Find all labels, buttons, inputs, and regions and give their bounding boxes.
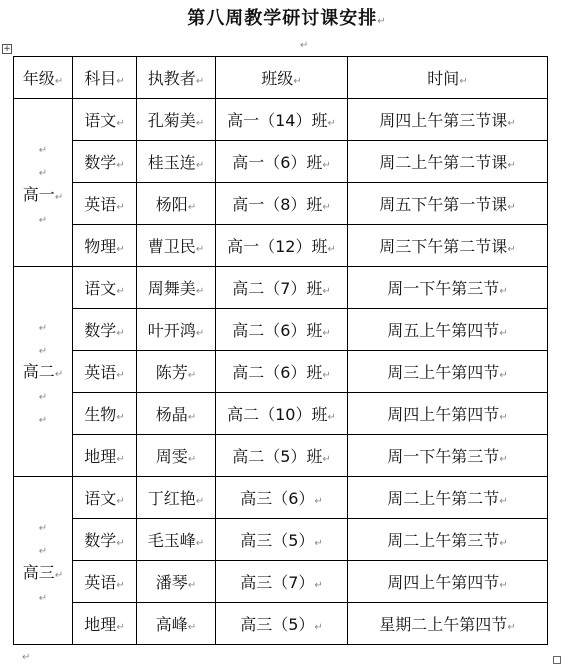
subject-cell-text: 英语 (84, 363, 117, 382)
grade-text: 高一 (22, 184, 55, 204)
paragraph-mark-line (14, 159, 72, 182)
cell-end-mark-icon: ↵ (187, 454, 197, 465)
teacher-cell (137, 603, 216, 645)
class-cell (216, 393, 348, 435)
cell-end-mark-icon: ↵ (187, 412, 197, 423)
table-row (14, 267, 548, 309)
cell-end-mark-icon: ↵ (507, 118, 516, 129)
class-cell (216, 519, 348, 561)
cell-end-mark-icon: ↵ (499, 286, 508, 297)
teacher-cell-text: 杨阳 (155, 195, 188, 214)
grade-cell (14, 267, 73, 477)
header-time (348, 57, 548, 99)
time-cell-text: 周五上午第四节 (387, 321, 500, 340)
cell-end-mark-icon: ↵ (314, 538, 323, 549)
class-cell (216, 141, 348, 183)
table-row (14, 393, 548, 435)
subject-cell-text: 地理 (84, 447, 117, 466)
paragraph-mark-icon: ↵ (38, 214, 48, 226)
time-cell (348, 519, 548, 561)
header-grade-text: 年级 (22, 69, 55, 88)
cell-end-mark-icon: ↵ (116, 244, 125, 255)
time-cell-text: 周四上午第三节课 (379, 111, 508, 130)
class-cell-text: 高二（7）班 (232, 279, 323, 298)
cell-end-mark-icon: ↵ (116, 286, 125, 297)
table-row (14, 351, 548, 393)
class-cell-text: 高二（6）班 (232, 363, 323, 382)
table-row (14, 141, 548, 183)
subject-cell-text: 生物 (84, 405, 117, 424)
cell-end-mark-icon: ↵ (327, 118, 336, 129)
cell-end-mark-icon: ↵ (116, 370, 125, 381)
paragraph-mark-line (14, 337, 72, 360)
grade-label (14, 360, 72, 383)
subject-cell-text: 物理 (84, 237, 117, 256)
header-teacher-text: 执教者 (147, 69, 196, 88)
subject-cell (73, 141, 137, 183)
teacher-cell (137, 183, 216, 225)
teacher-cell-text: 杨晶 (155, 405, 188, 424)
cell-end-mark-icon: ↵ (322, 286, 331, 297)
paragraph-mark-icon: ↵ (38, 546, 48, 558)
subject-cell (73, 519, 137, 561)
class-cell-text: 高一（6）班 (232, 153, 323, 172)
subject-cell (73, 393, 137, 435)
class-cell-text: 高一（14）班 (227, 111, 328, 130)
cell-end-mark-icon: ↵ (116, 496, 125, 507)
paragraph-mark-icon: ↵ (38, 345, 48, 357)
cell-end-mark-icon: ↵ (322, 202, 331, 213)
class-cell-text: 高一（8）班 (232, 195, 323, 214)
time-cell-text: 周五下午第一节课 (379, 195, 508, 214)
subject-cell (73, 351, 137, 393)
cell-end-mark-icon: ↵ (195, 496, 205, 507)
paragraph-mark-icon: ↵ (38, 168, 48, 180)
cell-end-mark-icon: ↵ (116, 76, 125, 87)
teacher-cell-text: 丁红艳 (147, 489, 196, 508)
time-cell (348, 477, 548, 519)
time-cell-text: 周一下午第三节 (387, 447, 500, 466)
class-cell-text: 高三（5） (240, 531, 315, 550)
table-row (14, 183, 548, 225)
paragraph-mark-line (14, 584, 72, 607)
teacher-cell-text: 毛玉峰 (147, 531, 196, 550)
subject-cell (73, 477, 137, 519)
subject-cell-text: 语文 (84, 279, 117, 298)
teacher-cell-text: 桂玉连 (147, 153, 196, 172)
subject-cell (73, 603, 137, 645)
time-cell (348, 267, 548, 309)
cell-end-mark-icon: ↵ (195, 538, 205, 549)
teacher-cell (137, 99, 216, 141)
time-cell (348, 309, 548, 351)
time-cell-text: 周一下午第三节 (387, 279, 500, 298)
teacher-cell-text: 陈芳 (155, 363, 188, 382)
time-cell (348, 393, 548, 435)
class-cell (216, 351, 348, 393)
cell-end-mark-icon: ↵ (116, 160, 125, 171)
cell-end-mark-icon: ↵ (499, 328, 508, 339)
table-row (14, 561, 548, 603)
teacher-cell-text: 曹卫民 (147, 237, 196, 256)
table-row (14, 519, 548, 561)
teacher-cell (137, 435, 216, 477)
subject-cell-text: 数学 (84, 531, 117, 550)
time-cell-text: 周二上午第二节课 (379, 153, 508, 172)
cell-end-mark-icon: ↵ (322, 160, 331, 171)
cell-end-mark-icon: ↵ (322, 328, 331, 339)
cell-end-mark-icon: ↵ (116, 622, 125, 633)
cell-end-mark-icon: ↵ (314, 622, 323, 633)
time-cell-text: 周二上午第二节 (387, 489, 500, 508)
cell-end-mark-icon: ↵ (195, 76, 205, 87)
teacher-cell (137, 267, 216, 309)
teacher-cell-text: 周雯 (155, 447, 188, 466)
cell-end-mark-icon: ↵ (507, 160, 516, 171)
table-resize-handle-icon[interactable] (553, 656, 561, 664)
grade-cell (14, 99, 73, 267)
table-row (14, 225, 548, 267)
header-subject (73, 57, 137, 99)
cell-end-mark-icon: ↵ (507, 622, 516, 633)
class-cell (216, 309, 348, 351)
table-row (14, 477, 548, 519)
paragraph-mark-icon: ↵ (38, 523, 48, 535)
paragraph-mark-line (14, 136, 72, 159)
paragraph-mark-line (14, 406, 72, 429)
subject-cell-text: 英语 (84, 195, 117, 214)
time-cell-text: 周三下午第二节课 (379, 237, 508, 256)
cell-end-mark-icon: ↵ (293, 76, 302, 87)
cell-end-mark-icon: ↵ (322, 370, 331, 381)
paragraph-mark-line (14, 206, 72, 229)
class-cell-text: 高三（7） (240, 573, 315, 592)
teacher-cell (137, 519, 216, 561)
grade-text: 高三 (22, 562, 55, 582)
class-cell (216, 561, 348, 603)
cell-end-mark-icon: ↵ (195, 118, 205, 129)
cell-end-mark-icon: ↵ (116, 538, 125, 549)
cell-end-mark-icon: ↵ (195, 286, 205, 297)
cell-end-mark-icon: ↵ (116, 454, 125, 465)
class-cell (216, 225, 348, 267)
teacher-cell (137, 393, 216, 435)
subject-cell-text: 语文 (84, 111, 117, 130)
cell-end-mark-icon: ↵ (187, 580, 197, 591)
time-cell-text: 周二上午第三节 (387, 531, 500, 550)
class-cell (216, 183, 348, 225)
class-cell-text: 高二（5）班 (232, 447, 323, 466)
class-cell (216, 477, 348, 519)
cell-end-mark-icon: ↵ (499, 580, 508, 591)
cell-end-mark-icon: ↵ (499, 454, 508, 465)
cell-end-mark-icon: ↵ (314, 496, 323, 507)
table-row (14, 99, 548, 141)
class-cell-text: 高三（5） (240, 615, 315, 634)
cell-end-mark-icon: ↵ (187, 202, 197, 213)
paragraph-mark-icon: ↵ (38, 392, 48, 404)
teacher-cell-text: 叶开鸿 (147, 321, 196, 340)
teacher-cell (137, 477, 216, 519)
time-cell (348, 141, 548, 183)
paragraph-mark-line (14, 383, 72, 406)
paragraph-mark-line (14, 514, 72, 537)
subject-cell-text: 地理 (84, 615, 117, 634)
document-title (0, 4, 574, 30)
time-cell (348, 435, 548, 477)
table-row (14, 309, 548, 351)
cell-end-mark-icon: ↵ (499, 538, 508, 549)
cell-end-mark-icon: ↵ (116, 202, 125, 213)
time-cell-text: 周四上午第四节 (387, 573, 500, 592)
paragraph-mark-icon: ↵ (38, 592, 48, 604)
cell-end-mark-icon: ↵ (507, 244, 516, 255)
cell-end-mark-icon: ↵ (195, 160, 205, 171)
paragraph-mark-icon: ↵ (38, 415, 48, 427)
paragraph-mark-line (14, 537, 72, 560)
subject-cell (73, 561, 137, 603)
cell-end-mark-icon: ↵ (187, 370, 197, 381)
class-cell (216, 267, 348, 309)
schedule-table (13, 56, 548, 645)
cell-end-mark-icon: ↵ (314, 580, 323, 591)
cell-end-mark-icon: ↵ (195, 328, 205, 339)
paragraph-mark-icon: ↵ (54, 368, 64, 380)
paragraph-mark-icon: ↵ (300, 40, 309, 51)
title-text: 第八周教学研讨课安排 (187, 8, 378, 29)
time-cell (348, 183, 548, 225)
paragraph-mark-icon: ↵ (38, 145, 48, 157)
teacher-cell (137, 351, 216, 393)
table-row (14, 435, 548, 477)
class-cell-text: 高二（6）班 (232, 321, 323, 340)
cell-end-mark-icon: ↵ (322, 454, 331, 465)
class-cell-text: 高三（6） (240, 489, 315, 508)
grade-text: 高二 (22, 361, 55, 381)
cell-end-mark-icon: ↵ (499, 412, 508, 423)
time-cell (348, 99, 548, 141)
grade-label (14, 561, 72, 584)
subject-cell-text: 英语 (84, 573, 117, 592)
subject-cell-text: 语文 (84, 489, 117, 508)
teacher-cell (137, 141, 216, 183)
cell-end-mark-icon: ↵ (116, 328, 125, 339)
teacher-cell-text: 潘琴 (155, 573, 188, 592)
cell-end-mark-icon: ↵ (499, 370, 508, 381)
cell-end-mark-icon: ↵ (327, 412, 336, 423)
cell-end-mark-icon: ↵ (116, 118, 125, 129)
table-header-row (14, 57, 548, 99)
subject-cell (73, 309, 137, 351)
class-cell (216, 603, 348, 645)
header-class (216, 57, 348, 99)
cell-end-mark-icon: ↵ (459, 76, 468, 87)
teacher-cell (137, 561, 216, 603)
class-cell-text: 高二（10）班 (227, 405, 328, 424)
paragraph-mark-icon: ↵ (54, 569, 64, 581)
teacher-cell-text: 高峰 (155, 615, 188, 634)
time-cell-text: 周四上午第四节 (387, 405, 500, 424)
class-cell (216, 99, 348, 141)
time-cell (348, 351, 548, 393)
cell-end-mark-icon: ↵ (116, 580, 125, 591)
time-cell-text: 周三上午第四节 (387, 363, 500, 382)
header-grade (14, 57, 73, 99)
paragraph-mark-icon: ↵ (377, 16, 387, 27)
paragraph-mark-icon: ↵ (38, 322, 48, 334)
subject-cell (73, 225, 137, 267)
cell-end-mark-icon: ↵ (116, 412, 125, 423)
subject-cell (73, 99, 137, 141)
subject-cell (73, 435, 137, 477)
cell-end-mark-icon: ↵ (507, 202, 516, 213)
grade-cell (14, 477, 73, 645)
subject-cell (73, 183, 137, 225)
time-cell (348, 603, 548, 645)
header-time-text: 时间 (427, 69, 460, 88)
paragraph-mark-line (14, 314, 72, 337)
subject-cell (73, 267, 137, 309)
teacher-cell (137, 225, 216, 267)
teacher-cell-text: 孔菊美 (147, 111, 196, 130)
paragraph-mark-icon: ↵ (54, 191, 64, 203)
cell-end-mark-icon: ↵ (195, 244, 205, 255)
teacher-cell (137, 309, 216, 351)
class-cell (216, 435, 348, 477)
header-teacher (137, 57, 216, 99)
header-subject-text: 科目 (84, 69, 117, 88)
cell-end-mark-icon: ↵ (327, 244, 336, 255)
class-cell-text: 高一（12）班 (227, 237, 328, 256)
table-move-handle-icon[interactable]: + (3, 44, 11, 54)
paragraph-mark-icon: ↵ (22, 652, 31, 663)
cell-end-mark-icon: ↵ (499, 496, 508, 507)
header-class-text: 班级 (261, 69, 294, 88)
cell-end-mark-icon: ↵ (187, 622, 197, 633)
subject-cell-text: 数学 (84, 153, 117, 172)
cell-end-mark-icon: ↵ (54, 76, 64, 87)
grade-label (14, 183, 72, 206)
time-cell (348, 225, 548, 267)
time-cell-text: 星期二上午第四节 (379, 615, 508, 634)
table-row (14, 603, 548, 645)
subject-cell-text: 数学 (84, 321, 117, 340)
teacher-cell-text: 周舞美 (147, 279, 196, 298)
time-cell (348, 561, 548, 603)
